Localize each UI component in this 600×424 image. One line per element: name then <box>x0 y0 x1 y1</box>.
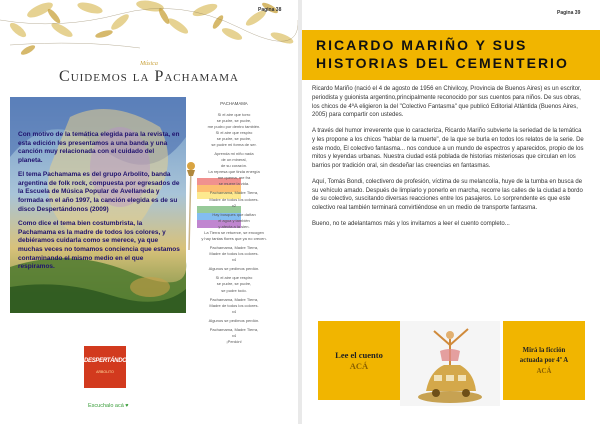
lyric-line: se pudre, se pudre, <box>216 117 252 123</box>
lyric-line: Si el aire que torro <box>217 111 251 117</box>
lyrics <box>196 101 272 348</box>
lyric-line: Madre de todos los colores. <box>209 251 259 257</box>
page-number: Pagina 38 <box>258 7 282 13</box>
lyric-line: ¡Perdón! <box>226 339 242 345</box>
lyric-line: Hay bosques que dañan <box>212 211 256 217</box>
lyric-line: se pudre, se pudre, <box>216 281 252 287</box>
lyric-line: el agua y también <box>218 217 250 223</box>
lyric-line: Si el aire que respiro <box>215 275 253 281</box>
watch-fiction-label: Mirá la ficción <box>522 347 566 354</box>
lyric-line: Madre de todos los colores. <box>209 196 259 202</box>
page-number: Pagina 39 <box>557 10 581 16</box>
lyrics-stanza <box>196 327 272 345</box>
lyric-line: La represa que tinda energía <box>208 169 260 175</box>
lyrics-stanza <box>196 212 272 242</box>
article-title-line1: RICARDO MARIÑO Y SUS <box>316 37 528 53</box>
section-label: Música <box>140 61 158 67</box>
lyric-line: x2 <box>231 202 237 208</box>
lyric-line: me pudro por dentro también. <box>207 123 261 129</box>
ghost-bus-sculpture-image <box>400 321 500 406</box>
read-story-link-text: ACÁ <box>349 361 369 371</box>
watch-fiction-link-text: ACÁ <box>536 368 552 375</box>
lyric-line: La Tierra se retuerce, se encogen <box>204 229 264 235</box>
lyrics-stanza <box>196 112 272 148</box>
lyrics-stanza <box>196 266 272 272</box>
lyric-line: de un mineral, <box>221 157 247 163</box>
lyric-line: Pachamama, Madre Tierra, <box>209 326 259 332</box>
lyric-line: se pudre mi forma de ser. <box>211 141 257 147</box>
lyric-line: se muere la vida. <box>218 181 250 187</box>
lyric-line: de su corazón. <box>220 163 248 169</box>
listen-link[interactable]: Escuchalo acá ♥ <box>88 403 129 409</box>
album-artist: ARBOLITO <box>96 370 114 374</box>
intro-paragraph: Con motivo de la temática elegida para la revista, en esta edición les presentamos a una banda y una canción muy relacionada con el cuidado del planeta. <box>18 131 180 164</box>
lyric-line: Algunos se pedimos perdón. <box>208 317 260 323</box>
lyric-line: se pudre todo. <box>221 287 247 293</box>
lyric-line: se pudre, se pudre, <box>216 135 252 141</box>
lyric-line: Aprenda mi niño nada <box>214 151 254 156</box>
lyrics-stanza <box>196 190 272 208</box>
lyric-line: Madre de todos los colores. <box>209 302 259 308</box>
album-cover-link[interactable] <box>84 346 139 388</box>
watch-fiction-button[interactable] <box>503 321 585 400</box>
article-paragraph: Bueno, no te adelantamos más y los invitamos a leer el cuento completo... <box>312 220 510 227</box>
watch-fiction-label-2: actuada por 4º A <box>519 357 569 364</box>
article-paragraph: Ricardo Mariño (nació el 4 de agosto de 1956 en Chivilcoy, Provincia de Buenos Aires) es un escritor, periodista y guionista argentino,principalmente reconocido por sus cuentos para niños. De sus obras, los chicos de 4ºA eligieron la del "Colectivo Fantasma" que publicó Editorial Atlántida (Buenos Aires, 2005) para compartir con ustedes. <box>312 86 582 119</box>
lyric-line: Si el aire que respiro <box>215 129 253 135</box>
golden-leaves-decoration <box>0 0 298 60</box>
lyric-line: Pachamama, Madre Tierra, <box>209 190 259 196</box>
intro-paragraph: Como dice el tema bien costumbrista, la Pachamama es la madre de todos los colores, y debiéramos cuidarla como se merece, ya que muchas veces no tomamos conciencia que estamos contaminando el mismo medio en el que respiramos. <box>18 220 180 271</box>
lyric-line: x4 <box>231 308 237 314</box>
intro-text <box>18 131 180 278</box>
lyric-line: Pachamama, Madre Tierra, <box>209 245 259 251</box>
lyrics-stanza <box>196 151 272 187</box>
page-title: Cuidemos la Pachamama <box>59 68 239 85</box>
lyrics-stanza <box>196 275 272 293</box>
lyric-line: x4 <box>231 257 237 263</box>
lyric-line: Algunos se pedimos perdón. <box>208 266 260 272</box>
lyric-line: y afecta a la sien. <box>218 223 250 229</box>
read-story-button[interactable] <box>318 321 400 400</box>
lyrics-title: PACHAMAMA <box>220 101 248 106</box>
left-page <box>0 0 298 424</box>
lyrics-stanza <box>196 297 272 315</box>
lyric-line: me quema, me fra <box>217 175 251 181</box>
right-page <box>302 0 600 424</box>
lyrics-stanza <box>196 245 272 263</box>
read-story-label: Lee el cuento <box>335 350 383 360</box>
lyric-line: Pachamama, Madre Tierra, <box>209 296 259 302</box>
article-title-line2: HISTORIAS DEL CEMENTERIO <box>316 55 569 71</box>
article-body <box>312 85 584 236</box>
lyrics-stanza <box>196 318 272 324</box>
article-paragraph: A través del humor irreverente que lo caracteriza, Ricardo Mariño subvierte la seriedad de la temática y les propone a los chicos "hablar de la muerte", de la que se burla en todos los relatos de la serie. De este modo, El colectivo fantasma... nos conduce a un mundo de espectros y aparecidos, propio de los mitos y leyendas urbanas. Nuestra ciudad está poblada de historias misteriosas que circulan en los barrios por tradición oral, sin desdeñar las creencias en fantasmas. <box>312 128 584 169</box>
article-title-bar <box>302 30 600 80</box>
lyric-line: y hay tantas flores que ya no crecen. <box>201 236 267 242</box>
album-name: DESPERTÁNDONOS <box>84 358 139 364</box>
lyric-line: x4 <box>231 333 237 339</box>
intro-paragraph: El tema Pachamama es del grupo Arbolito, banda argentina de folk rock, compuesta por egresados de la Escuela de Música Popular de Avellaneda y formada en el año 1997, la canción elegida es de su disco Despertándonos (2009) <box>18 171 180 213</box>
article-paragraph: Aquí, Tomás Bondi, colectivero de profesión, víctima de su melancolía, huye de la tumba en busca de su vehículo amado. Después de limpiarlo y ponerlo en marcha, recorre las calles de la ciudad a bordo de su colectivo, suscitando diversas reacciones entre los pasajeros. Lo sorprendente es que este colectivo real también terminará convirtiéndose en un medio de transporte fantasma. <box>312 178 583 211</box>
